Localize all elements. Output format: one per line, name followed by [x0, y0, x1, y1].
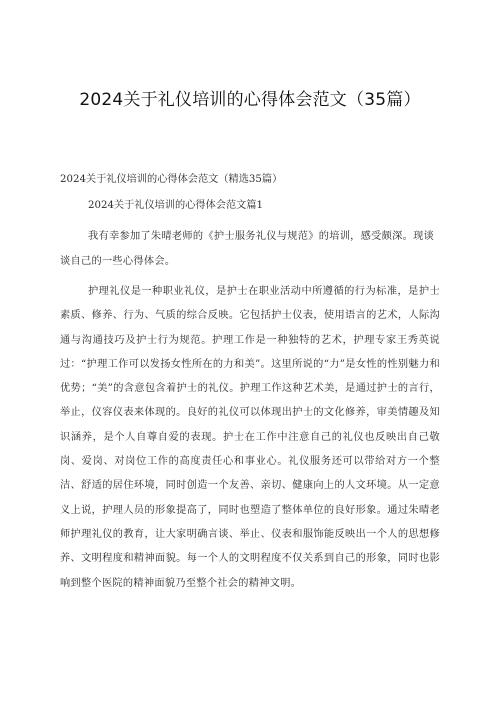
document-title: 2024关于礼仪培训的心得体会范文（35篇） [79, 90, 421, 110]
article-heading: 2024关于礼仪培训的心得体会范文篇1 [88, 200, 264, 211]
paragraph-intro: 我有幸参加了朱晴老师的《护士服务礼仪与规范》的培训，感受颇深。现谈谈自己的一些心得体会。 [60, 231, 435, 267]
paragraph-body: 护理礼仪是一种职业礼仪，是护士在职业活动中所遵循的行为标准，是护士素质、修养、行为、气质的综合反映。它包括护士仪表，使用语言的艺术，人际沟通与沟通技巧及护士行为规范。护理工作是一种独特的艺术，护理专家王秀英说过：“护理工作可以发扬女性所在的力和美”。这里所说的“力”是女性的性别魅力和优势；“美”的含意包含着护士的礼仪。护理工作这种艺术美，是通过护士的言行，举止，仪容仪表来体现的。良好的礼仪可以体现出护士的文化修养，审美情趣及知识涵养，是个人自尊自爱的表现。护士在工作中注意自己的礼仪也反映出自己敬岗、爱岗、对岗位工作的高度责任心和事业心。礼仪服务还可以带给对方一个整洁、舒适的居住环境，同时创造一个友善、亲切、健康向上的人文环境。从一定意义上说，护理人员的形象提高了，同时也塑造了整体单位的良好形象。通过朱晴老师护理礼仪的教育，让大家明确言谈、举止、仪表和服饰能反映出一个人的思想修养、文明程度和精神面貌。每一个人的文明程度不仅关系到自己的形象，同时也影响到整个医院的精神面貌乃至整个社会的精神文明。 [60, 286, 440, 589]
document-subtitle: 2024关于礼仪培训的心得体会范文（精选35篇） [60, 174, 283, 185]
